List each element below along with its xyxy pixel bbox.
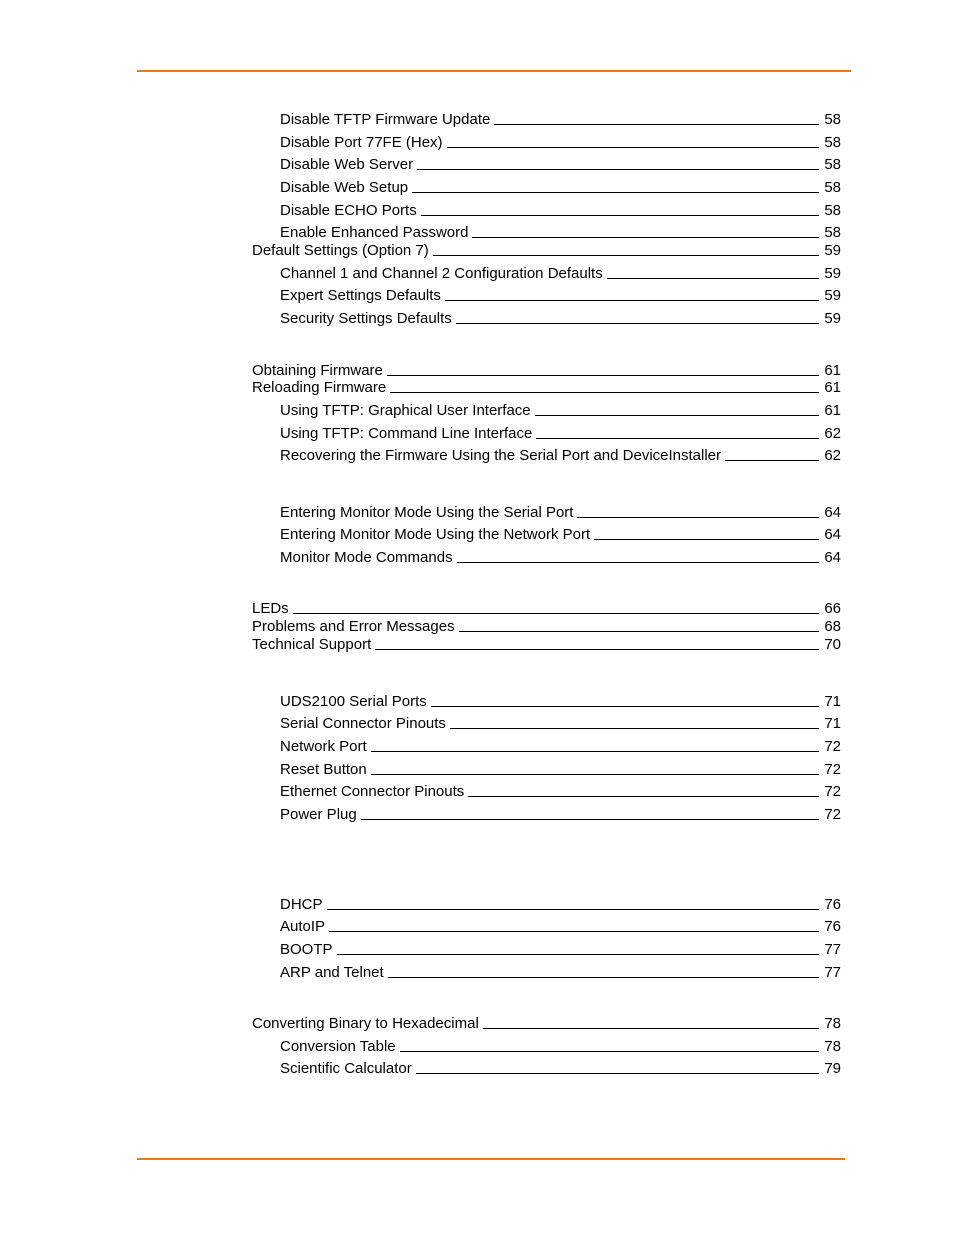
toc-entry-page: 76 bbox=[824, 896, 841, 913]
toc-entry[interactable] bbox=[280, 134, 841, 152]
toc-entry-title: DHCP bbox=[280, 896, 323, 913]
toc-entry-page: 72 bbox=[824, 806, 841, 823]
toc-entry-title: Channel 1 and Channel 2 Configuration Defaults bbox=[280, 265, 603, 282]
toc-entry-page: 64 bbox=[824, 526, 841, 543]
toc-entry[interactable] bbox=[252, 618, 841, 636]
toc-entry[interactable] bbox=[280, 287, 841, 305]
toc-leader-line bbox=[725, 447, 819, 461]
toc-entry[interactable] bbox=[280, 310, 841, 328]
toc-entry[interactable] bbox=[280, 761, 841, 779]
toc-entry[interactable] bbox=[280, 715, 841, 733]
toc-leader-line bbox=[390, 379, 819, 393]
toc-leader-line bbox=[494, 111, 819, 125]
toc-leader-line bbox=[472, 224, 819, 238]
toc-entry-title: UDS2100 Serial Ports bbox=[280, 693, 427, 710]
toc-entry-title: Enable Enhanced Password bbox=[280, 224, 469, 241]
toc-leader-line bbox=[457, 549, 819, 563]
toc-entry[interactable] bbox=[280, 179, 841, 197]
toc-entry-title: LEDs bbox=[252, 600, 289, 617]
toc-entry[interactable] bbox=[280, 941, 841, 959]
toc-entry-title: Using TFTP: Command Line Interface bbox=[280, 425, 533, 442]
toc-entry-page: 58 bbox=[824, 134, 841, 151]
toc-entry-page: 71 bbox=[824, 693, 841, 710]
toc-entry-title: Technical Support bbox=[252, 636, 372, 653]
toc-entry[interactable] bbox=[280, 806, 841, 824]
toc-entry[interactable] bbox=[252, 379, 841, 397]
toc-entry-page: 62 bbox=[824, 447, 841, 464]
toc-entry-title: Serial Connector Pinouts bbox=[280, 715, 446, 732]
toc-entry-title: Default Settings (Option 7) bbox=[252, 242, 429, 259]
toc-entry[interactable] bbox=[280, 549, 841, 567]
toc-entry-title: Ethernet Connector Pinouts bbox=[280, 783, 465, 800]
toc-entry-title: Recovering the Firmware Using the Serial Port and DeviceInstaller bbox=[280, 447, 722, 464]
toc-leader-line bbox=[388, 964, 819, 978]
toc-entry-title: Conversion Table bbox=[280, 1038, 396, 1055]
toc-leader-line bbox=[375, 636, 819, 650]
toc-entry[interactable] bbox=[280, 918, 841, 936]
toc-leader-line bbox=[329, 918, 819, 932]
toc-entry-page: 58 bbox=[824, 111, 841, 128]
toc-entry[interactable] bbox=[280, 111, 841, 129]
toc-entry[interactable] bbox=[280, 504, 841, 522]
toc-leader-line bbox=[447, 134, 819, 148]
toc-entry-page: 68 bbox=[824, 618, 841, 635]
toc-entry-title: Scientific Calculator bbox=[280, 1060, 412, 1077]
toc-entry-title: Network Port bbox=[280, 738, 367, 755]
toc-entry-page: 77 bbox=[824, 964, 841, 981]
toc-entry-page: 64 bbox=[824, 504, 841, 521]
toc-entry[interactable] bbox=[280, 738, 841, 756]
toc-entry-page: 78 bbox=[824, 1015, 841, 1032]
toc-entry[interactable] bbox=[280, 265, 841, 283]
toc-leader-line bbox=[293, 600, 819, 614]
footer-rule bbox=[137, 1158, 845, 1160]
toc-entry[interactable] bbox=[280, 1038, 841, 1056]
toc-entry-page: 59 bbox=[824, 287, 841, 304]
toc-entry[interactable] bbox=[252, 636, 841, 654]
toc-entry-page: 71 bbox=[824, 715, 841, 732]
toc-entry-title: Entering Monitor Mode Using the Serial Port bbox=[280, 504, 574, 521]
toc-entry-page: 58 bbox=[824, 202, 841, 219]
toc-entry[interactable] bbox=[280, 526, 841, 544]
toc-leader-line bbox=[371, 761, 819, 775]
toc-entry-page: 58 bbox=[824, 156, 841, 173]
toc-leader-line bbox=[450, 715, 819, 729]
toc-entry[interactable] bbox=[252, 362, 841, 380]
toc-entry[interactable] bbox=[252, 242, 841, 260]
toc-leader-line bbox=[421, 202, 819, 216]
toc-entry-title: ARP and Telnet bbox=[280, 964, 384, 981]
toc-leader-line bbox=[483, 1015, 819, 1029]
toc-entry-page: 78 bbox=[824, 1038, 841, 1055]
toc-entry-page: 58 bbox=[824, 179, 841, 196]
toc-entry-title: Reset Button bbox=[280, 761, 367, 778]
toc-entry[interactable] bbox=[280, 425, 841, 443]
toc-entry-title: Monitor Mode Commands bbox=[280, 549, 453, 566]
toc-leader-line bbox=[535, 402, 819, 416]
toc-entry-page: 59 bbox=[824, 265, 841, 282]
toc-leader-line bbox=[400, 1038, 819, 1052]
toc-leader-line bbox=[337, 941, 819, 955]
toc-entry[interactable] bbox=[280, 224, 841, 242]
toc-entry-page: 59 bbox=[824, 242, 841, 259]
toc-leader-line bbox=[607, 265, 819, 279]
toc-entry-title: Disable TFTP Firmware Update bbox=[280, 111, 491, 128]
toc-leader-line bbox=[416, 1060, 819, 1074]
toc-entry-title: Disable Port 77FE (Hex) bbox=[280, 134, 443, 151]
toc-leader-line bbox=[536, 425, 819, 439]
toc-entry-page: 61 bbox=[824, 362, 841, 379]
toc-entry[interactable] bbox=[280, 964, 841, 982]
toc-entry[interactable] bbox=[280, 1060, 841, 1078]
toc-leader-line bbox=[417, 156, 819, 170]
toc-entry-title: Entering Monitor Mode Using the Network Port bbox=[280, 526, 591, 543]
toc-leader-line bbox=[327, 896, 819, 910]
toc-entry[interactable] bbox=[280, 447, 841, 465]
toc-entry-title: Expert Settings Defaults bbox=[280, 287, 441, 304]
toc-entry[interactable] bbox=[280, 783, 841, 801]
toc-leader-line bbox=[387, 362, 819, 376]
toc-leader-line bbox=[445, 287, 819, 301]
toc-entry-title: AutoIP bbox=[280, 918, 326, 935]
toc-entry-page: 59 bbox=[824, 310, 841, 327]
toc-entry-page: 72 bbox=[824, 761, 841, 778]
toc-leader-line bbox=[433, 242, 819, 256]
toc-entry[interactable] bbox=[280, 202, 841, 220]
toc-entry-title: Disable Web Server bbox=[280, 156, 414, 173]
toc-entry-title: Reloading Firmware bbox=[252, 379, 387, 396]
toc-entry-title: Using TFTP: Graphical User Interface bbox=[280, 402, 531, 419]
toc-entry-title: Disable ECHO Ports bbox=[280, 202, 417, 219]
toc-leader-line bbox=[577, 504, 819, 518]
toc-leader-line bbox=[459, 618, 819, 632]
toc-entry-page: 61 bbox=[824, 379, 841, 396]
toc-entry-page: 77 bbox=[824, 941, 841, 958]
toc-entry-page: 79 bbox=[824, 1060, 841, 1077]
header-rule bbox=[137, 70, 851, 72]
toc-entry-page: 72 bbox=[824, 783, 841, 800]
toc-entry-page: 72 bbox=[824, 738, 841, 755]
toc-entry-page: 61 bbox=[824, 402, 841, 419]
toc-leader-line bbox=[431, 693, 819, 707]
toc-entry-title: Security Settings Defaults bbox=[280, 310, 452, 327]
toc-entry-page: 62 bbox=[824, 425, 841, 442]
toc-entry-page: 76 bbox=[824, 918, 841, 935]
toc-entry-title: Converting Binary to Hexadecimal bbox=[252, 1015, 479, 1032]
toc-entry-page: 66 bbox=[824, 600, 841, 617]
toc-entry[interactable] bbox=[252, 600, 841, 618]
toc-entry-page: 58 bbox=[824, 224, 841, 241]
toc-leader-line bbox=[371, 738, 819, 752]
toc-entry-title: Disable Web Setup bbox=[280, 179, 409, 196]
toc-leader-line bbox=[594, 526, 819, 540]
toc-entry-title: Obtaining Firmware bbox=[252, 362, 383, 379]
toc-entry-title: Problems and Error Messages bbox=[252, 618, 455, 635]
toc-entry[interactable] bbox=[280, 693, 841, 711]
toc-leader-line bbox=[361, 806, 819, 820]
toc-leader-line bbox=[456, 310, 819, 324]
toc-entry-page: 64 bbox=[824, 549, 841, 566]
toc-entry[interactable] bbox=[252, 1015, 841, 1033]
toc-entry[interactable] bbox=[280, 402, 841, 420]
toc-entry[interactable] bbox=[280, 156, 841, 174]
toc-leader-line bbox=[468, 783, 819, 797]
toc-leader-line bbox=[412, 179, 819, 193]
toc-entry[interactable] bbox=[280, 896, 841, 914]
toc-entry-title: Power Plug bbox=[280, 806, 357, 823]
toc-entry-title: BOOTP bbox=[280, 941, 333, 958]
toc-entry-page: 70 bbox=[824, 636, 841, 653]
